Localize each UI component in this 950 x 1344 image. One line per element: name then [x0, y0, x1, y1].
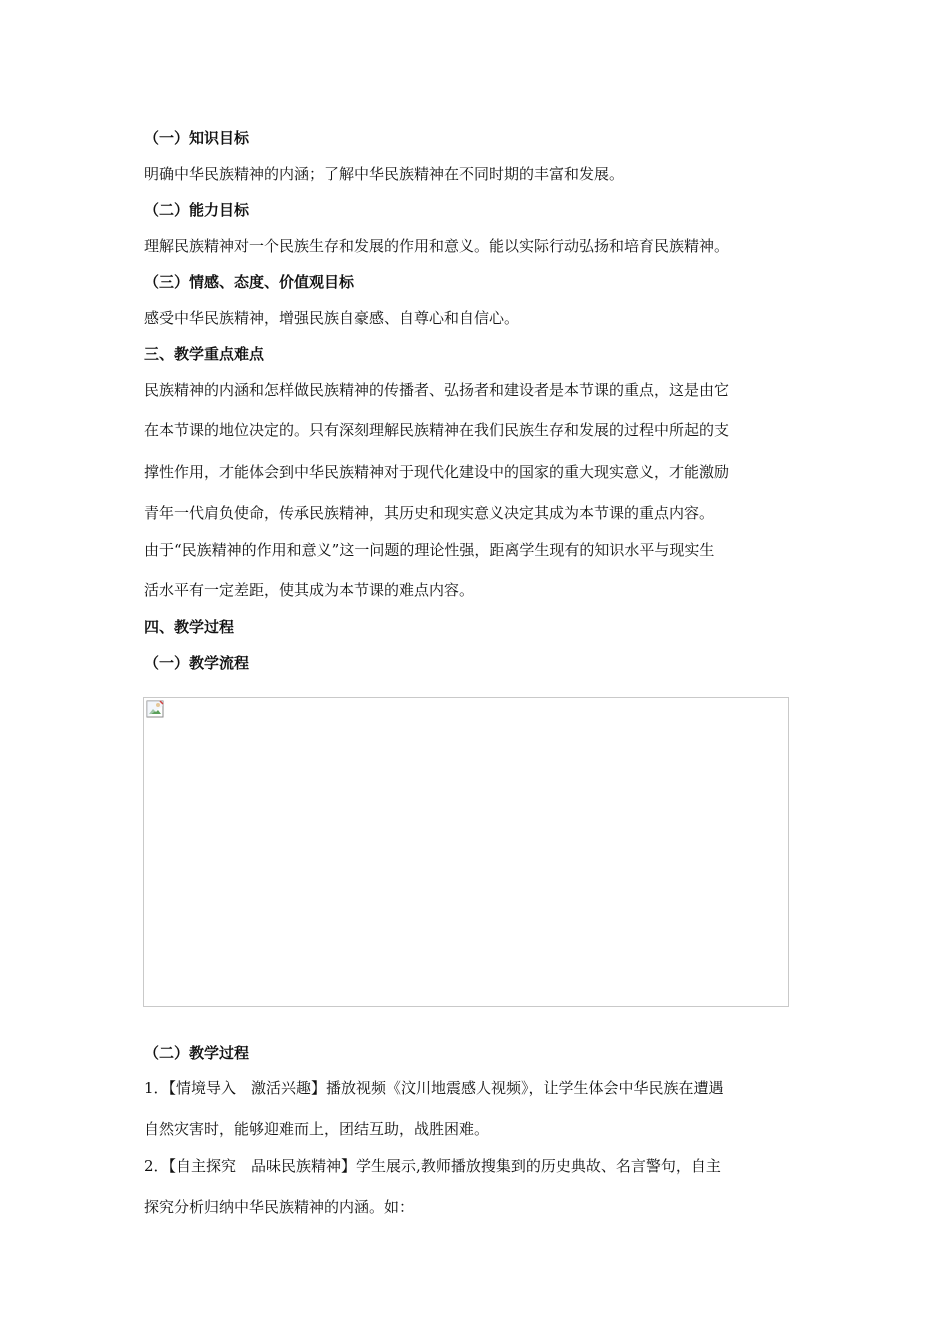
procedure-heading: （二）教学过程	[144, 1044, 250, 1062]
key-paragraph-line: 在本节课的地位决定的。只有深刻理解民族精神在我们民族生存和发展的过程中所起的支	[144, 421, 730, 439]
procedure-item-2-line: 探究分析归纳中华民族精神的内涵。如：	[144, 1198, 415, 1216]
difficulty-paragraph-line: 活水平有一定差距，使其成为本节课的难点内容。	[144, 581, 475, 599]
knowledge-goal-heading: （一）知识目标	[144, 129, 250, 147]
ability-goal-text: 理解民族精神对一个民族生存和发展的作用和意义。能以实际行动弘扬和培育民族精神。	[144, 237, 730, 255]
broken-image-icon	[146, 700, 164, 718]
key-paragraph-line: 撑性作用，才能体会到中华民族精神对于现代化建设中的国家的重大现实意义，才能激励	[144, 463, 730, 481]
procedure-item-1-line: 自然灾害时，能够迎难而上，团结互助，战胜困难。	[144, 1120, 490, 1138]
key-paragraph-line: 青年一代肩负使命，传承民族精神，其历史和现实意义决定其成为本节课的重点内容。	[144, 504, 715, 522]
ability-goal-heading: （二）能力目标	[144, 201, 250, 219]
difficulty-paragraph-line: 由于“民族精神的作用和意义”这一问题的理论性强，距离学生现有的知识水平与现实生	[144, 541, 715, 559]
teaching-process-heading: 四、教学过程	[144, 618, 235, 636]
knowledge-goal-text: 明确中华民族精神的内涵；了解中华民族精神在不同时期的丰富和发展。	[144, 165, 625, 183]
procedure-item-2-line: 2．【自主探究 品味民族精神】学生展示,教师播放搜集到的历史典故、名言警句，自主	[144, 1157, 721, 1175]
teaching-flow-heading: （一）教学流程	[144, 654, 250, 672]
procedure-item-1-line: 1．【情境导入 激活兴趣】播放视频《汶川地震感人视频》，让学生体会中华民族在遭遇	[144, 1079, 724, 1097]
key-paragraph-line: 民族精神的内涵和怎样做民族精神的传播者、弘扬者和建设者是本节课的重点，这是由它	[144, 381, 730, 399]
emotion-goal-text: 感受中华民族精神，增强民族自豪感、自尊心和自信心。	[144, 309, 520, 327]
key-difficulty-heading: 三、教学重点难点	[144, 345, 265, 363]
flowchart-image-placeholder	[143, 697, 789, 1007]
emotion-goal-heading: （三）情感、态度、价值观目标	[144, 273, 355, 291]
